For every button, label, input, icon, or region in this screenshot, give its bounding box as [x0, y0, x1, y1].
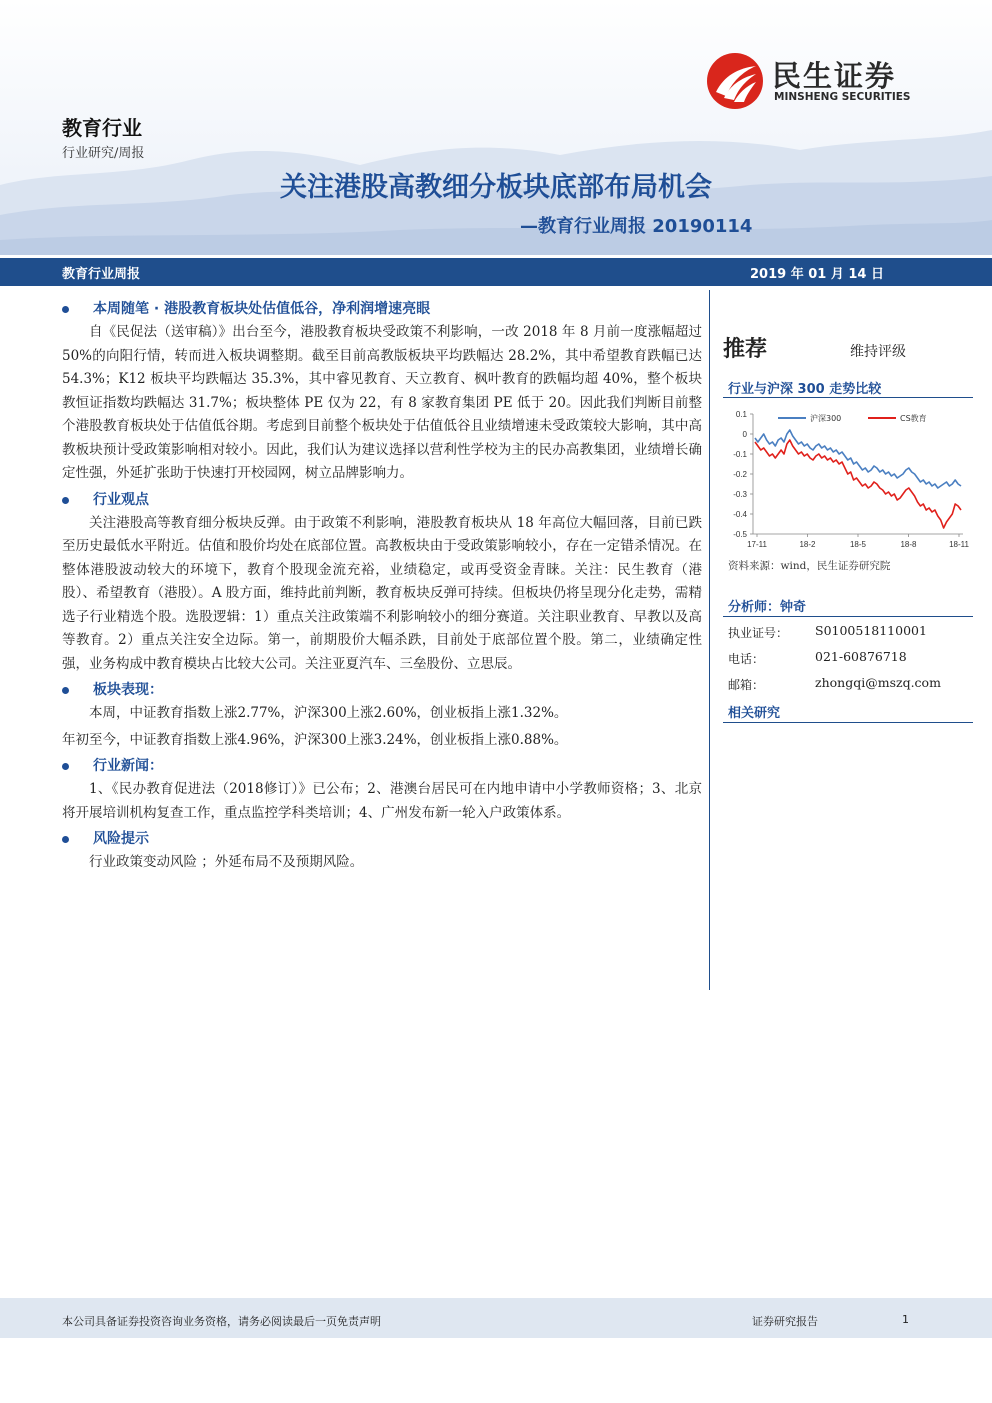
section-heading-industry-news: 行业新闻： [60, 755, 702, 777]
y-tick-label: -0.3 [733, 490, 747, 499]
recommendation: 推荐 [723, 337, 768, 362]
section-heading-sector-performance: 板块表现： [60, 679, 702, 701]
bullet-icon [62, 763, 69, 770]
paragraph: 行业政策变动风险 ；外延布局不及预期风险。 [89, 854, 364, 870]
y-tick-label: -0.2 [733, 470, 747, 479]
x-tick-label: 17-11 [747, 540, 767, 549]
paragraph: 关注港股高等教育细分板块反弹。由于政策不利影响，港股教育板块从 18 年高位大幅回落，目前已跌至历史最低水平附近。估值和股价均处在底部位置。高教板块由于受政策影响较小，存在一定错杀情况。在整体港股波动较大的环境下，教育个股现金流充裕，业绩稳定，或再受资金青睐。关注：民生教育（港股）、希望教育（港股）。A 股方面，维持此前判断，教育板块反弹可持续。但板块仍将呈现分化走势，需精选子行业精选个股。选股逻辑：1）重点关注政策端不利影响较小的细分赛道。关注职业教育、早教以及高等教育。2）重点关注安全边际。第一，前期股价大幅杀跌，目前处于底部位置个股。第二，业绩确定性强，业务构成中教育模块占比较大公司。关注亚夏汽车、三垒股份、立思辰。 [62, 514, 702, 672]
divider [723, 616, 973, 617]
divider [723, 722, 973, 723]
chart-legend [778, 413, 927, 423]
logo-name-cn: 民生证券 [772, 59, 897, 93]
footer-doc-type: 证券研究报告 [752, 1315, 818, 1328]
bullet-icon [62, 836, 69, 843]
header-bar-label: 教育行业周报 [62, 267, 141, 282]
analyst-heading: 分析师：钟奇 [728, 600, 807, 615]
x-tick-label: 18-11 [949, 540, 969, 549]
chart-title: 行业与沪深 300 走势比较 [728, 382, 882, 397]
logo-name-en: MINSHENG SECURITIES [774, 91, 911, 103]
series-group [755, 430, 961, 528]
report-date: 2019 年 01 月 14 日 [750, 267, 884, 282]
minsheng-logo [706, 52, 938, 112]
phone-number: 021-60876718 [815, 649, 907, 664]
bullet-icon [62, 687, 69, 694]
header-mountain-background [0, 0, 992, 255]
x-axis [747, 534, 969, 549]
main-content [60, 296, 702, 878]
section-heading-weekly-essay: 本周随笔 · 港股教育板块处估值低谷，净利润增速亮眼 [60, 298, 702, 320]
license-number: S0100518110001 [815, 623, 927, 638]
related-research-heading: 相关研究 [728, 706, 781, 721]
bullet-icon [62, 497, 69, 504]
y-tick-label: 0.1 [735, 410, 747, 419]
legend-label: CS教育 [900, 414, 927, 423]
paragraph: 1、《民办教育促进法（2018修订）》已公布；2、港澳台居民可在内地申请中小学教师资格；3、北京将开展培训机构复查工作，重点监控学科类培训；4、广州发布新一轮入户政策体系。 [62, 781, 702, 821]
y-tick-label: -0.5 [733, 530, 747, 539]
section-heading-industry-view: 行业观点 [60, 489, 702, 511]
info-label: 邮箱： [728, 678, 765, 692]
divider [723, 397, 973, 398]
paragraph: 年初至今，中证教育指数上涨4.96%，沪深300上涨3.24%，创业板指上涨0.88%。 [62, 731, 568, 748]
minsheng-emblem-icon [706, 52, 764, 110]
trend-chart [723, 402, 973, 554]
paragraph: 本周，中证教育指数上涨2.77%，沪深300上涨2.60%，创业板指上涨1.32%。 [89, 705, 568, 721]
report-subtitle: —教育行业周报 20190114 [520, 216, 753, 237]
page-number: 1 [902, 1313, 909, 1326]
report-title: 关注港股高教细分板块底部布局机会 [280, 172, 712, 203]
email-link[interactable]: zhongqi@mszq.com [815, 675, 941, 690]
footer-disclaimer: 本公司具备证券投资咨询业务资格，请务必阅读最后一页免责声明 [62, 1315, 381, 1328]
x-tick-label: 18-2 [799, 540, 816, 549]
y-tick-label: 0 [742, 430, 747, 439]
bullet-icon [62, 306, 69, 313]
x-tick-label: 18-5 [849, 540, 867, 549]
legend-label: 沪深300 [810, 414, 842, 423]
section-heading-risk: 风险提示 [60, 828, 702, 850]
x-tick-label: 18-8 [900, 540, 917, 549]
rating: 维持评级 [850, 344, 906, 360]
column-divider [709, 290, 710, 990]
y-axis [733, 410, 753, 539]
y-tick-label: -0.4 [733, 510, 747, 519]
y-tick-label: -0.1 [733, 450, 747, 459]
paragraph: 自《民促法（送审稿）》出台至今，港股教育板块受政策不利影响，一改 2018 年 8 月前一度涨幅超过 50%的向阳行情，转而进入板块调整期。截至目前高教版板块平均跌幅达 28.2%，其中希望教育跌幅已达 54.3%；K12 板块平均跌幅达 35.3%，其中睿见教育、天立教育、枫叶教育的跌幅均超 40%，整个板块教恒证指数均跌幅达 31.7%；板块整体 PE 仅为 22，有 8 家教育集团 PE 低于 20。因此我们判断目前整个港股教育板块处于估值低谷期。考虑到目前整个板块处于估值低谷且业绩增速未受政策较大影响，其中高教板块预计受政策影响相对较小。因此，我们认为建议选择以营利性学校为主的民办高教集团，业绩增长确定性强，外延扩张助于快速打开校园网，树立品牌影响力。 [62, 324, 702, 481]
info-label: 执业证号： [728, 626, 789, 640]
chart-source: 资料来源：wind，民生证券研究院 [728, 560, 891, 572]
industry-title: 教育行业 [62, 116, 142, 140]
report-type: 行业研究/周报 [62, 146, 145, 161]
info-label: 电话： [728, 652, 765, 666]
